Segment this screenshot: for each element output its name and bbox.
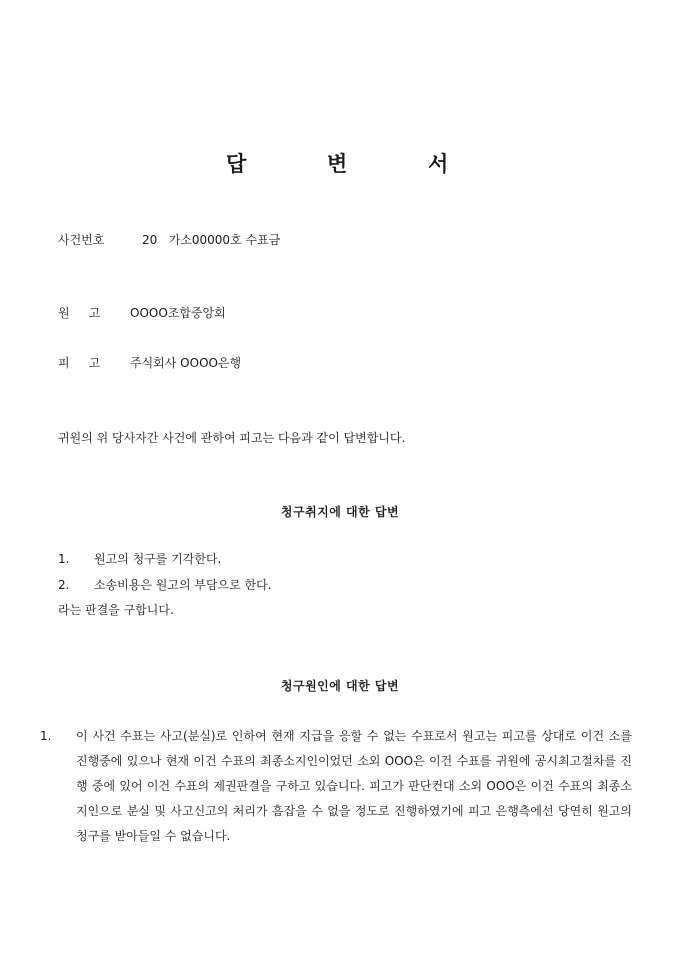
claim-item-1-text: 원고의 청구를 기각한다. bbox=[94, 552, 222, 566]
document-title bbox=[0, 148, 680, 178]
case-number-label: 사건번호 bbox=[58, 233, 105, 247]
defendant-name: 주식회사 OOOO은행 bbox=[130, 356, 242, 370]
claim-closing: 라는 판결을 구합니다. bbox=[58, 603, 174, 617]
cause-item-1-text: 이 사건 수표는 사고(분실)로 인하여 현재 지급을 응할 수 없는 수표로서 원고는 피고를 상대로 이건 소를 진행중에 있으나 현재 이건 수표의 최종소지인이었던 소외 OOO은 이건 수표를 귀원에 공시최고절차를 진행 중에 있어 이건 수표의 제권판결을 구하고 있습니다. 피고가 판단컨대 소외 OOO은 이건 수표의 최종소지인으로 분실 및 사고신고의 처리가 흠잡을 수 없을 정도로 진행하였기에 피고 은행측에선 당연히 원고의 청구를 받아들일 수 없습니다. bbox=[76, 729, 632, 843]
title-char-2: 변 bbox=[327, 151, 348, 176]
claim-section-heading: 청구취지에 대한 답변 bbox=[280, 505, 400, 519]
plaintiff-name: OOOO조합중앙회 bbox=[130, 306, 226, 320]
plaintiff-label: 원 고 bbox=[58, 306, 101, 320]
cause-item-1-number: 1. bbox=[40, 729, 52, 743]
claim-item-1 bbox=[58, 551, 221, 567]
claim-item-2-number: 2. bbox=[58, 578, 70, 592]
title-char-1: 답 bbox=[226, 151, 247, 176]
defendant-row bbox=[58, 355, 241, 371]
claim-item-1-number: 1. bbox=[58, 552, 70, 566]
plaintiff-row bbox=[58, 305, 226, 321]
case-number-value: 20 가소00000호 수표금 bbox=[142, 233, 281, 247]
cause-item-1-body bbox=[40, 724, 632, 849]
defendant-label: 피 고 bbox=[58, 356, 101, 370]
claim-item-2-text: 소송비용은 원고의 부담으로 한다. bbox=[94, 578, 272, 592]
case-number-row bbox=[58, 232, 280, 248]
claim-item-2 bbox=[58, 577, 272, 593]
cause-section-heading: 청구원인에 대한 답변 bbox=[280, 679, 400, 693]
intro-text: 귀원의 위 당사자간 사건에 관하여 피고는 다음과 같이 답변합니다. bbox=[58, 431, 406, 445]
title-char-3: 서 bbox=[428, 151, 449, 176]
cause-item-1 bbox=[40, 724, 632, 849]
